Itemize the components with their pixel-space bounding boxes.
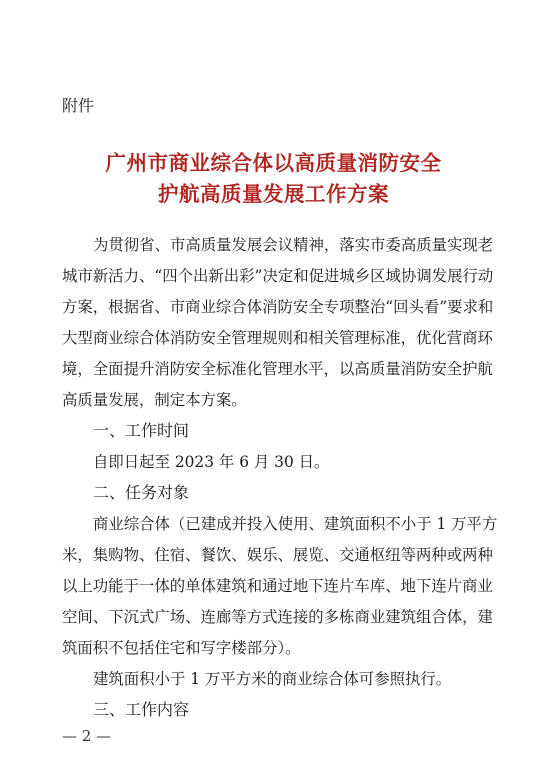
section-2-line-3: 以上功能于一体的单体建筑和通过地下连片车库、地下连片商业 [62, 577, 493, 595]
intro-line-3: 方案，根据省、市商业综合体消防安全专项整治“回头看”要求和 [62, 298, 494, 316]
section-2-heading: 二、任务对象 [93, 483, 190, 502]
section-2-line-5: 筑面积不包括住宅和写字楼部分）。 [62, 639, 301, 657]
intro-line-2: 城市新活力、“四个出新出彩”决定和促进城乡区域协调发展行动 [62, 267, 494, 285]
section-2-note: 建筑面积小于 1 万平方米的商业综合体可参照执行。 [93, 670, 452, 688]
document-title-line-1: 广州市商业综合体以高质量消防安全 [105, 151, 442, 175]
section-2-line-2: 米，集购物、住宿、餐饮、娱乐、展览、交通枢纽等两种或两种 [62, 546, 493, 564]
intro-line-6: 高质量发展，制定本方案。 [62, 391, 247, 409]
section-2-line-1: 商业综合体（已建成并投入使用、建筑面积不小于 1 万平方 [93, 515, 498, 533]
section-2-line-4: 空间、下沉式广场、连廊等方式连接的多栋商业建筑组合体，建 [62, 608, 493, 626]
section-1-body: 自即日起至 2023 年 6 月 30 日。 [93, 453, 330, 471]
intro-line-1: 为贯彻省、市高质量发展会议精神，落实市委高质量实现老 [93, 236, 494, 254]
page-number: — 2 — [62, 727, 112, 745]
document-title-line-2: 护航高质量发展工作方案 [158, 182, 389, 206]
section-1-heading: 一、工作时间 [93, 421, 190, 440]
section-3-heading: 三、工作内容 [93, 700, 190, 719]
intro-line-4: 大型商业综合体消防安全管理规则和相关管理标准，优化营商环 [62, 329, 493, 347]
attachment-label: 附件 [62, 96, 95, 115]
intro-line-5: 境，全面提升消防安全标准化管理水平，以高质量消防安全护航 [62, 360, 493, 378]
